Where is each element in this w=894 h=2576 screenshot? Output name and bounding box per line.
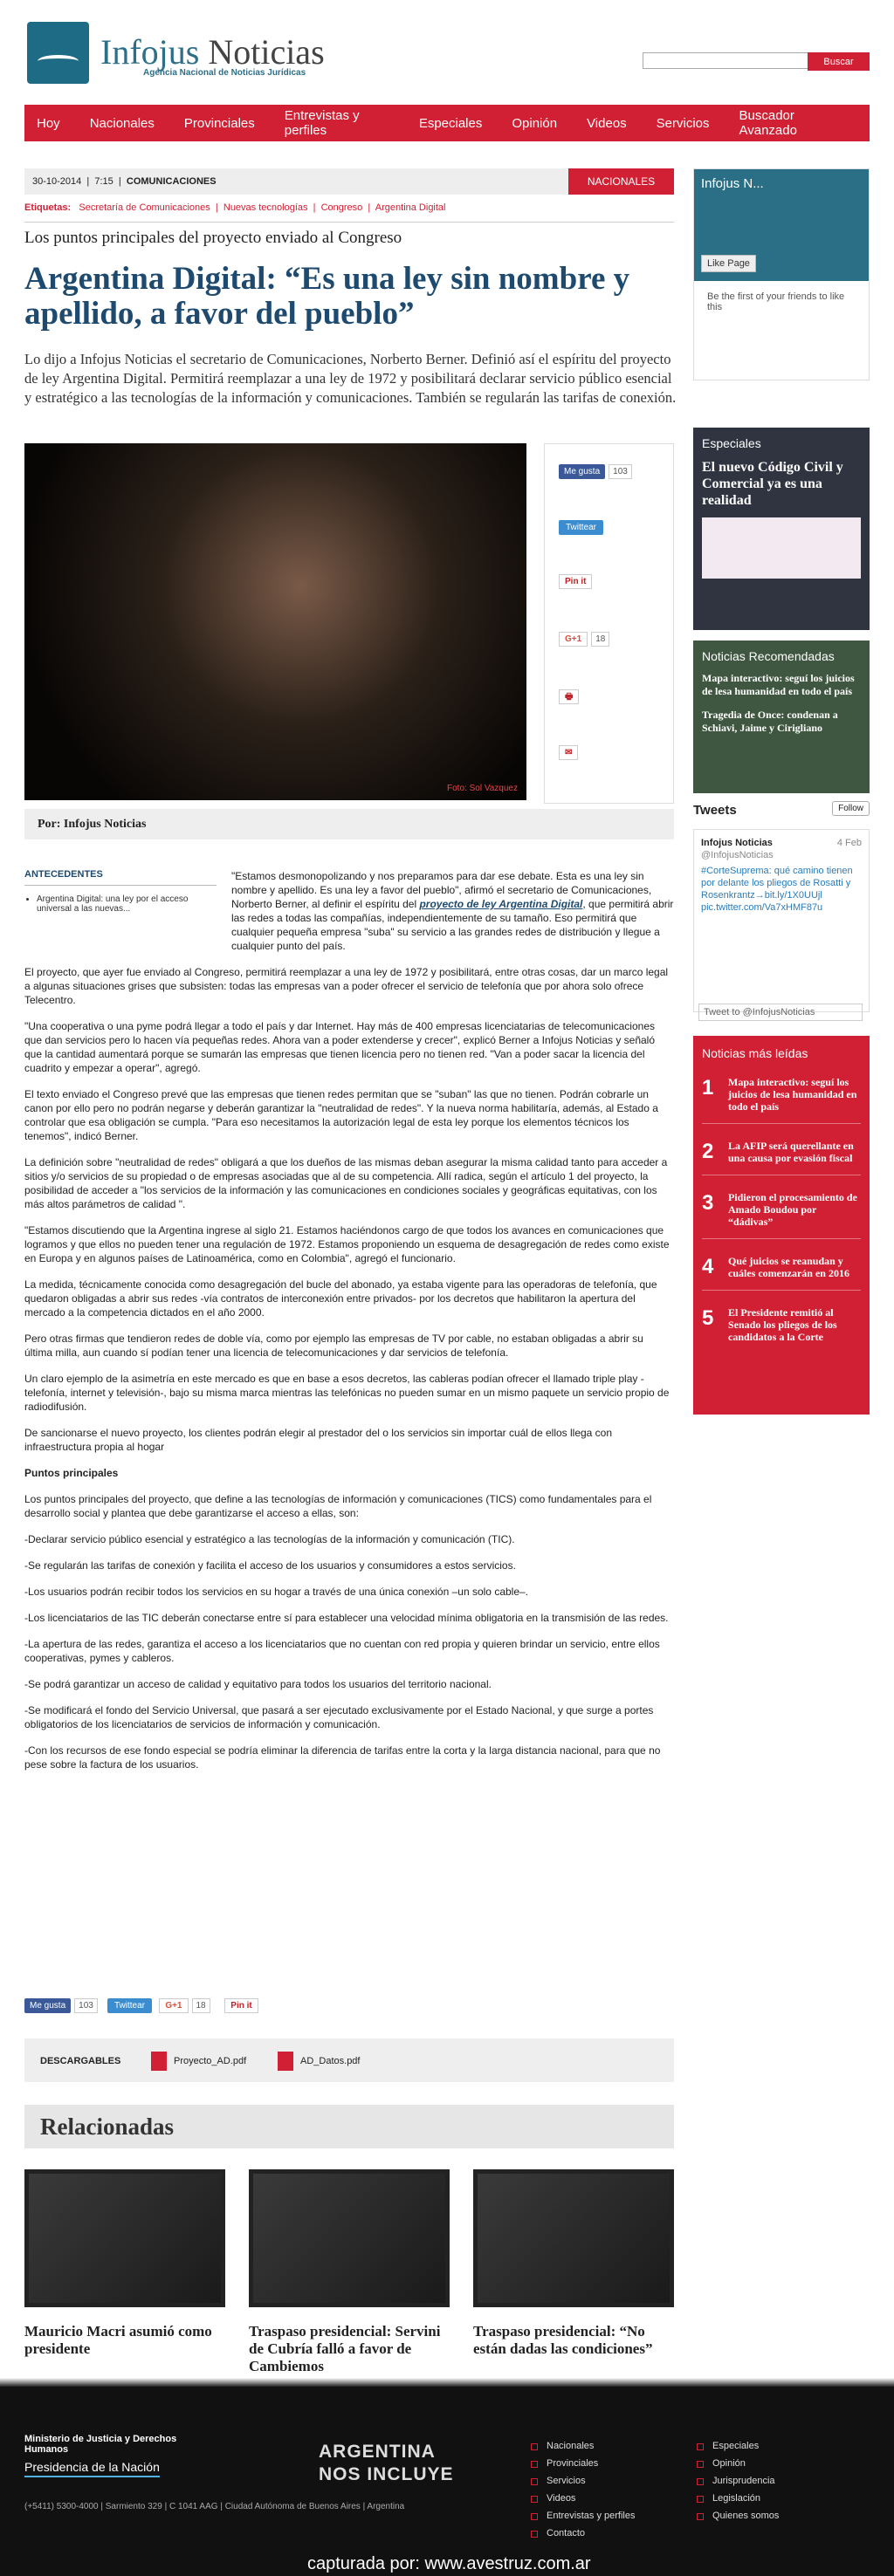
gplus-count: 18 [192,1998,210,2013]
fb-like-button[interactable]: Me gusta [24,1998,71,2013]
footer-link[interactable]: Nacionales [529,2437,635,2455]
footer-link[interactable]: Especiales [695,2437,779,2455]
email-icon[interactable]: ✉ [559,745,578,760]
point: -Los licenciatarios de las TIC deberán conectarse entre sí para establecer una velocidad mínima obligatoria en la transmisión de las redes. [24,1612,669,1624]
related-image[interactable] [473,2169,674,2307]
capture-credit: capturada por: www.avestruz.com.ar [307,2554,591,2573]
photo-credit: Foto: Sol Vazquez [447,784,518,793]
mas-leida-item[interactable]: 4 Qué juicios se reanudan y cuáles comenzarán en 2016 [702,1255,861,1291]
footer-link[interactable]: Legislación [695,2490,779,2507]
footer-link[interactable]: Entrevistas y perfiles [529,2507,635,2525]
related-item[interactable]: Mauricio Macri asumió como presidente [24,2169,225,2358]
tag-item[interactable]: Congreso [320,202,363,213]
search-input[interactable] [643,52,826,69]
related-item[interactable]: Traspaso presidencial: “No están dadas las condiciones” [473,2169,674,2358]
footer-links-1 [529,2437,635,2542]
tweet-handle[interactable]: @InfojusNoticias [701,850,774,860]
antecedentes-item[interactable]: • Argentina Digital: una ley por el acceso universal a las nuevas... [37,894,217,914]
article-lead: Lo dijo a Infojus Noticias el secretario de Comunicaciones, Norberto Berner. Definió así el espíritu del proyecto de ley Argentina Digital. Permitirá reemplazar a una ley de 1972 y posibilitará declarar servicio público esencial y estratégico a las tecnologías de la información y comunicaciones. También se regularán las tarifas de conexión. [24,351,677,406]
tweet-text[interactable]: #CorteSuprema: qué camino tienen por delante los pliegos de Rosatti y Rosenkrantz→bit.ly/1X0UUjl pic.twitter.com/Va7xHMF87u [701,866,853,913]
especiales-image[interactable] [702,517,861,579]
fb-count: 103 [74,1998,98,2013]
mas-leida-item[interactable]: 1 Mapa interactivo: seguí los juicios de lesa humanidad en todo el país [702,1076,861,1124]
tweet-button[interactable]: Twittear [107,1998,152,2013]
nav-item-videos[interactable]: Videos [587,115,627,131]
nav-item-buscador[interactable]: Buscador Avanzado [739,108,797,138]
paragraph: "Una cooperativa o una pyme podrá llegar a todo el país y dar Internet. Hay más de 400 empresas licenciatarias de telecomunicaciones que dan servicios pero lo hacen vía pequeñas redes. Ahora van a poder extenderse y crecer", explicó Berner a Infojus Noticias y señaló que la cantidad aumentará porque se sumarán las empresas que tienen licencia pero no tienen red. "Van a poder sacar la licencia del cuadrito y empezar a operar", agregó. [24,1020,656,1074]
related-image[interactable] [249,2169,450,2307]
tag-item[interactable]: Argentina Digital [375,202,446,213]
nav-item-opinion[interactable]: Opinión [512,115,558,131]
tags-label: Etiquetas: [24,202,72,213]
nav-item-nacionales[interactable]: Nacionales [89,115,155,131]
article-meta: 30-10-2014 | 7:15 | COMUNICACIONES NACIONALES [24,168,674,195]
site-logo[interactable]: Infojus Noticias [100,32,325,72]
point: -La apertura de las redes, garantiza el acceso a los licenciatarios que no cuentan con red propia y quieren brindar un servicio, entre ellos cooperativas, pymes y cableros. [24,1638,660,1664]
paragraph: Pero otras firmas que tendieron redes de doble vía, como por ejemplo las empresas de TV por cable, no estaban obligadas a abrir su última milla, aun cuando sí podían tener una licencia de telecomunicaciones y dar servicios de telefonía. [24,1333,643,1359]
article-body [24,869,674,1784]
argentina-logo: ARGENTINA NOS INCLUYE [319,2442,454,2484]
footer-link[interactable]: Jurisprudencia [695,2472,779,2490]
subhead: Puntos principales [24,1467,119,1479]
article-section[interactable]: COMUNICACIONES [126,176,217,187]
article-kicker: Los puntos principales del proyecto enviado al Congreso [24,229,402,247]
point: -Se regularán las tarifas de conexión y facilita el acceso de los usuarios y consumidores a estos servicios. [24,1559,516,1572]
point: -Declarar servicio público esencial y estratégico a las tecnologías de la información y comunicación (TIC). [24,1533,515,1545]
point: -Se podrá garantizar un acceso de calidad y equitativo para todos los usuarios del territorio nacional. [24,1678,492,1690]
pdf-icon [151,2052,167,2071]
tag-item[interactable]: Secretaría de Comunicaciones [79,202,210,213]
paragraph: La medida, técnicamente conocida como desagregación del bucle del abonado, ya estaba vigente para las operadoras de telefonía, que quedaron obligadas a abrir sus redes -vía contratos de interconexión entre privados- por los decretos que habilitaron la apertura del mercado a la competencia dictados en el año 2000. [24,1278,657,1319]
downloads-label: DESCARGABLES [40,2056,121,2066]
tweet-button[interactable]: Twittear [559,520,603,535]
download-file[interactable]: Proyecto_AD.pdf [151,2052,246,2071]
footer-links-2 [695,2437,779,2525]
article-photo [24,443,526,800]
fb-count: 103 [609,464,632,479]
gplus-button[interactable]: G+1 [159,1998,188,2013]
paragraph: La definición sobre "neutralidad de redes" obligará a que los dueños de las mismas deban asegurar la misma calidad tanto para acceder a sitios y/o servicios de su propiedad o de empresas asociadas que al de su competencia. Allí radica, según el artículo 1 del proyecto, la posibilidad de acceder a "los servicios de la información y las comunicaciones en condiciones sociales y geográficas equitativas, con los más altos parámetros de calidad ". [24,1156,668,1210]
footer-link[interactable]: Videos [529,2490,635,2507]
footer-address: (+5411) 5300-4000 | Sarmiento 329 | C 1041 AAG | Ciudad Autónoma de Buenos Aires | Argentina [24,2502,405,2511]
project-link[interactable]: proyecto de ley Argentina Digital [419,898,583,910]
nav-item-servicios[interactable]: Servicios [656,115,710,131]
antecedentes-title: ANTECEDENTES [24,869,217,886]
fb-like-page-button[interactable]: Like Page [701,255,756,272]
downloads-box [24,2038,674,2082]
main-nav [24,105,870,141]
recomendada-item[interactable]: Tragedia de Once: condenan a Schiavi, Jaime y Cirigliano [702,709,838,734]
especiales-headline[interactable]: El nuevo Código Civil y Comercial ya es una realidad [702,460,843,508]
recomendadas-title: Noticias Recomendadas [702,649,835,663]
tweet-user[interactable]: Infojus Noticias [701,838,773,848]
nav-item-hoy[interactable]: Hoy [37,115,60,131]
tweet [693,829,870,1012]
nav-item-provinciales[interactable]: Provinciales [183,115,255,131]
site-tagline: Agencia Nacional de Noticias Jurídicas [143,68,306,78]
tweets-title: Tweets [693,803,737,818]
paragraph: "Estamos discutiendo que la Argentina ingrese al siglo 21. Estamos haciéndonos cargo de que todos los avances en comunicaciones que logramos y que ellos no pueden tener una regulación de 1972. Estamos proponiendo un esquema de desagregación de redes como existe en Europa y en algunos países de Latinoamérica, como en Colombia", agregó el funcionario. [24,1224,670,1264]
pinterest-button[interactable]: Pin it [224,1998,258,2013]
ministry-name: Ministerio de Justicia y Derechos Humanos [24,2434,177,2455]
related-item[interactable]: Traspaso presidencial: Servini de Cubría falló a favor de Cambiemos [249,2169,450,2375]
paragraph: De sancionarse el nuevo proyecto, los clientes podrán elegir al prestador del o los servicios sin importar cuál de ellos llega con infraestructura propia al hogar [24,1427,613,1453]
gplus-button[interactable]: G+1 [559,632,588,647]
especiales-title: Especiales [702,436,761,450]
paragraph: Los puntos principales del proyecto, que define a las tecnologías de información y comunicaciones (TICS) como fundamentales para el desarrollo social y plantea que debe garantizarse el acceso a ellas, son: [24,1493,652,1519]
footer-link[interactable]: Servicios [529,2472,635,2490]
search-button[interactable]: Buscar [808,52,870,71]
facebook-widget [693,168,870,380]
footer-link[interactable]: Contacto [529,2525,635,2542]
twitter-widget [693,803,870,1027]
pinterest-button[interactable]: Pin it [559,574,592,589]
gplus-count: 18 [591,632,609,647]
footer-link[interactable]: Quienes somos [695,2507,779,2525]
related-heading: Relacionadas [24,2105,674,2148]
related-image[interactable] [24,2169,225,2307]
share-bar-bottom [24,2001,258,2011]
point: -Con los recursos de ese fondo especial se podría eliminar la diferencia de tarifas entre la corta y la larga distancia nacional, para que no pese sobre la factura de los usuarios. [24,1744,661,1771]
point: -Los usuarios podrán recibir todos los servicios en su hogar a través de una única conexión –un solo cable–. [24,1586,529,1598]
especiales-box [693,428,870,630]
nav-item-especiales[interactable]: Especiales [418,115,483,131]
site-header [24,19,870,89]
article-title: Argentina Digital: “Es una ley sin nombre y apellido, a favor del pueblo” [24,261,630,332]
footer-link[interactable]: Provinciales [529,2455,635,2472]
site-footer [0,2387,894,2576]
presidency-logo[interactable]: Presidencia de la Nación [24,2460,160,2477]
follow-button[interactable]: Follow [832,801,870,816]
category-badge[interactable]: NACIONALES [568,168,674,195]
tag-item[interactable]: Nuevas tecnologías [223,202,308,213]
tag-list: Etiquetas: Secretaría de Comunicaciones | Nuevas tecnologías | Congreso | Argentina Digital [24,202,446,213]
article-author: Por: Infojus Noticias [24,809,674,839]
recomendada-item[interactable]: Mapa interactivo: seguí los juicios de lesa humanidad en todo el país [702,672,855,697]
logo-icon[interactable] [27,22,89,84]
mas-leida-item[interactable]: 3 Pidieron el procesamiento de Amado Boudou por “dádivas” [702,1191,861,1239]
share-box [544,443,674,804]
paragraph: "Estamos desmonopolizando y nos preparamos para dar ese debate. Esta es una ley sin nombre y apellido. Es una ley a favor del pueblo", afirmó el secretario de Comunicaciones, Norberto Berner, al definir el espíritu del proyecto de ley Argentina Digital, que permitirá abrir las redes a todas las compañías, independientemente de su tamaño. Eso permitirá que cualquier pequeña empresa "suba" su servicio a las grandes redes de distribución y llegue a cualquier punto del país. [231,870,674,952]
recomendadas-box [693,641,870,793]
mas-leidas-box [693,1036,870,1415]
divider [24,222,674,223]
download-file[interactable]: AD_Datos.pdf [278,2052,360,2071]
mas-leidas-title: Noticias más leídas [702,1046,808,1060]
article-date: 30-10-2014 [32,176,82,187]
mas-leida-item[interactable]: 5 El Presidente remitió al Senado los pliegos de los candidatos a la Corte [702,1306,837,1343]
fb-like-button[interactable]: Me gusta [559,464,605,479]
article-time: 7:15 [94,176,113,187]
print-icon[interactable]: 🖶 [559,689,579,704]
paragraph: Un claro ejemplo de la asimetría en este mercado es que en base a esos decretos, las cableras podían ofrecer el llamado triple play -telefonía, internet y televisión-, bajo su misma marca mientras las telefónicas no pueden sumar en un mismo paquete un servicio propio de radiodifusión. [24,1373,670,1413]
mas-leida-item[interactable]: 2 La AFIP será querellante en una causa por evasión fiscal [702,1140,861,1175]
paragraph: El proyecto, que ayer fue enviado al Congreso, permitirá reemplazar a una ley de 1972 y posibilitará, entre otras cosas, dar un marco legal a algunas situaciones grises que subsisten: todas las empresas van a poder ofrecer el servicio de telefonía que por ahora solo ofrece Telecentro. [24,966,669,1006]
paragraph: El texto enviado el Congreso prevé que las empresas que tienen redes permitan que se "suban" las que no tienen. Podrán cobrarle un canon por ello pero no podrán negarse y deberán garantizar la "neutralidad de redes". Y la nueva norma habilitaría, además, al Estado a controlar que esa obligación se cumpla. "Para eso necesitamos la autorización legal de esta ley porque los elementos técnicos los tenemos", indicó Berner. [24,1088,658,1142]
footer-link[interactable]: Opinión [695,2455,779,2472]
tweet-date: 4 Feb [836,838,862,848]
fb-friends-text: Be the first of your friends to like this [707,291,845,312]
tweet-to-input[interactable]: Tweet to @InfojusNoticias [698,1004,863,1021]
fb-page-name[interactable]: Infojus N... [701,176,764,191]
pdf-icon [278,2052,293,2071]
nav-item-entrevistas[interactable]: Entrevistas y perfiles [284,108,360,138]
point: -Se modificará el fondo del Servicio Universal, que pasará a ser ejecutado exclusivamente por el Estado Nacional, y que surge a portes obligatorios de los licenciatarios de servicios de información y comunicación. [24,1704,654,1730]
